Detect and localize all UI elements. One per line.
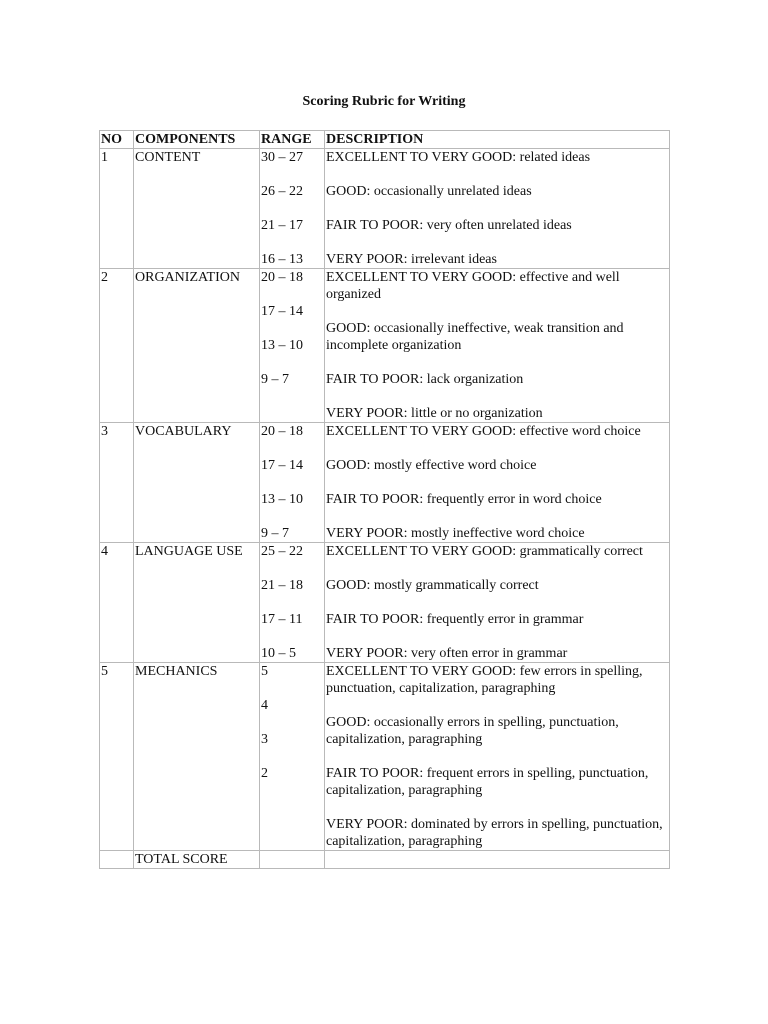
total-no-cell bbox=[100, 851, 134, 869]
component-name: ORGANIZATION bbox=[134, 269, 260, 423]
description-cell bbox=[325, 543, 670, 663]
description-cell bbox=[325, 269, 670, 423]
description-text: GOOD: occasionally errors in spelling, punctuation, capitalization, paragraphing bbox=[326, 715, 619, 747]
description-text: VERY POOR: irrelevant ideas bbox=[326, 252, 497, 267]
row-number: 3 bbox=[100, 423, 134, 543]
total-row bbox=[100, 851, 670, 869]
description-cell bbox=[325, 423, 670, 543]
range-value: 13 – 10 bbox=[261, 338, 303, 353]
table-row bbox=[100, 663, 670, 851]
row-number: 5 bbox=[100, 663, 134, 851]
description-text: VERY POOR: very often error in grammar bbox=[326, 646, 568, 661]
description-text: VERY POOR: little or no organization bbox=[326, 406, 543, 421]
range-value: 20 – 18 bbox=[261, 270, 303, 285]
table-row bbox=[100, 269, 670, 423]
range-value: 30 – 27 bbox=[261, 150, 303, 165]
description-text: GOOD: mostly grammatically correct bbox=[326, 578, 539, 593]
component-name: LANGUAGE USE bbox=[134, 543, 260, 663]
description-text: EXCELLENT TO VERY GOOD: grammatically correct bbox=[326, 544, 643, 559]
component-name: MECHANICS bbox=[134, 663, 260, 851]
description-text: EXCELLENT TO VERY GOOD: few errors in spelling, punctuation, capitalization, paragraphing bbox=[326, 664, 643, 696]
row-number: 2 bbox=[100, 269, 134, 423]
range-value: 26 – 22 bbox=[261, 184, 303, 199]
header-components: COMPONENTS bbox=[134, 131, 260, 149]
range-value: 17 – 14 bbox=[261, 458, 303, 473]
range-value: 20 – 18 bbox=[261, 424, 303, 439]
range-cell bbox=[260, 149, 325, 269]
table-row bbox=[100, 149, 670, 269]
range-cell bbox=[260, 423, 325, 543]
range-cell bbox=[260, 543, 325, 663]
range-value: 5 bbox=[261, 664, 268, 679]
range-value: 21 – 17 bbox=[261, 218, 303, 233]
total-label: TOTAL SCORE bbox=[134, 851, 260, 869]
description-text: GOOD: mostly effective word choice bbox=[326, 458, 537, 473]
range-cell bbox=[260, 269, 325, 423]
range-value: 21 – 18 bbox=[261, 578, 303, 593]
description-text: VERY POOR: dominated by errors in spelling, punctuation, capitalization, paragraphing bbox=[326, 817, 663, 849]
table-row bbox=[100, 543, 670, 663]
range-value: 25 – 22 bbox=[261, 544, 303, 559]
description-cell bbox=[325, 663, 670, 851]
header-no: NO bbox=[100, 131, 134, 149]
range-value: 10 – 5 bbox=[261, 646, 296, 661]
range-value: 4 bbox=[261, 698, 268, 713]
table-header-row bbox=[100, 131, 670, 149]
description-text: FAIR TO POOR: frequently error in grammar bbox=[326, 612, 584, 627]
document-title: Scoring Rubric for Writing bbox=[302, 94, 466, 109]
range-value: 16 – 13 bbox=[261, 252, 303, 267]
range-value: 2 bbox=[261, 766, 268, 781]
component-name: CONTENT bbox=[134, 149, 260, 269]
range-value: 9 – 7 bbox=[261, 372, 289, 387]
description-text: FAIR TO POOR: lack organization bbox=[326, 372, 524, 387]
description-text: EXCELLENT TO VERY GOOD: related ideas bbox=[326, 150, 591, 165]
range-value: 17 – 11 bbox=[261, 612, 303, 627]
total-description-cell bbox=[325, 851, 670, 869]
rubric-table bbox=[99, 130, 670, 869]
description-text: FAIR TO POOR: very often unrelated ideas bbox=[326, 218, 572, 233]
description-text: GOOD: occasionally unrelated ideas bbox=[326, 184, 532, 199]
range-value: 9 – 7 bbox=[261, 526, 289, 541]
description-cell bbox=[325, 149, 670, 269]
header-description: DESCRIPTION bbox=[325, 131, 670, 149]
description-text: FAIR TO POOR: frequent errors in spelling, punctuation, capitalization, paragraphing bbox=[326, 766, 649, 798]
range-cell bbox=[260, 663, 325, 851]
row-number: 4 bbox=[100, 543, 134, 663]
range-value: 3 bbox=[261, 732, 268, 747]
total-range-cell bbox=[260, 851, 325, 869]
header-range: RANGE bbox=[260, 131, 325, 149]
row-number: 1 bbox=[100, 149, 134, 269]
table-row bbox=[100, 423, 670, 543]
description-text: VERY POOR: mostly ineffective word choice bbox=[326, 526, 585, 541]
range-value: 17 – 14 bbox=[261, 304, 303, 319]
range-value: 13 – 10 bbox=[261, 492, 303, 507]
description-text: GOOD: occasionally ineffective, weak transition and incomplete organization bbox=[326, 321, 624, 353]
description-text: EXCELLENT TO VERY GOOD: effective word choice bbox=[326, 424, 641, 439]
description-text: EXCELLENT TO VERY GOOD: effective and well organized bbox=[326, 270, 620, 302]
component-name: VOCABULARY bbox=[134, 423, 260, 543]
description-text: FAIR TO POOR: frequently error in word choice bbox=[326, 492, 602, 507]
